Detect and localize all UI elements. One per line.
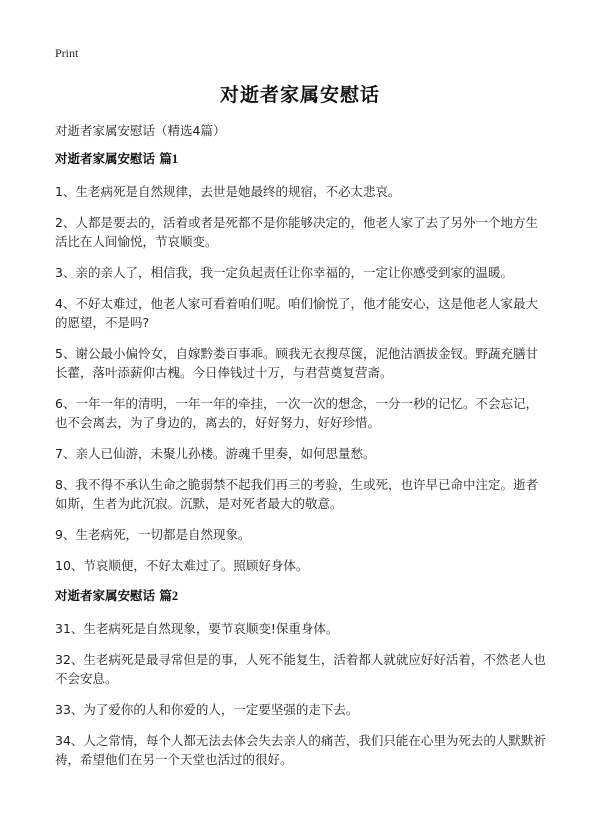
paragraph: 5、谢公最小偏怜女，自嫁黔娄百事乖。顾我无衣搜荩箧，泥他沽酒拔金钗。野蔬充膳甘长藿，落叶添薪仰古槐。今日俸钱过十万，与君营奠复营斋。 [55, 346, 538, 380]
paragraph: 4、不好太难过，他老人家可看着咱们呢。咱们愉悦了，他才能安心，这是他老人家最大的愿望，不是吗? [55, 296, 538, 330]
paragraph: 9、生老病死，一切都是自然现象。 [55, 527, 251, 542]
paragraph: 33、为了爱你的人和你爱的人，一定要坚强的走下去。 [55, 702, 359, 717]
paragraph: 10、节哀顺便，不好太难过了。照顾好身体。 [55, 558, 309, 573]
section-title [55, 150, 550, 168]
section-2 [55, 587, 550, 769]
paragraph: 32、生老病死是最寻常但是的事，人死不能复生，活着都人就就应好好活着，不然老人也不会安息。 [55, 652, 546, 686]
section-title-number: 2 [171, 589, 179, 603]
paragraph: 3、亲的亲人了，相信我，我一定负起责任让你幸福的，一定让你感受到家的温暖。 [55, 265, 513, 280]
page-subtitle: 对逝者家属安慰话（精选4篇） [55, 123, 226, 138]
section-title-number: 1 [171, 152, 179, 166]
paragraph: 34、人之常情，每个人都无法去体会失去亲人的痛苦，我们只能在心里为死去的人默默祈祷，希望他们在另一个天堂也活过的很好。 [55, 733, 546, 767]
paragraph: 6、一年一年的清明，一年一年的牵挂，一次一次的想念，一分一秒的记忆。不会忘记，也不会离去，为了身边的，离去的，好好努力，好好珍惜。 [55, 396, 538, 430]
section-1 [55, 150, 550, 575]
paragraph: 31、生老病死是自然现象，要节哀顺变!保重身体。 [55, 621, 339, 636]
paragraph: 2、人都是要去的，活着或者是死都不是你能够决定的，他老人家了去了另外一个地方生活比在人间愉悦，节哀顺变。 [55, 215, 538, 249]
document-body [55, 150, 550, 781]
paragraph: 8、我不得不承认生命之脆弱禁不起我们再三的考验，生或死，也许早已命中注定。逝者如斯，生者为此沉寂。沉默，是对死者最大的敬意。 [55, 477, 538, 511]
section-title-text: 对逝者家属安慰话 篇 [55, 151, 172, 166]
section-title [55, 587, 550, 605]
paragraph: 1、生老病死是自然规律，去世是她最终的规宿，不必太悲哀。 [55, 184, 401, 199]
print-label: Print [55, 46, 79, 60]
section-title-text: 对逝者家属安慰话 篇 [55, 588, 172, 603]
paragraph: 7、亲人已仙游，未聚儿孙楼。游魂千里奏，如何思量愁。 [55, 446, 376, 461]
page-title: 对逝者家属安慰话 [219, 84, 380, 106]
